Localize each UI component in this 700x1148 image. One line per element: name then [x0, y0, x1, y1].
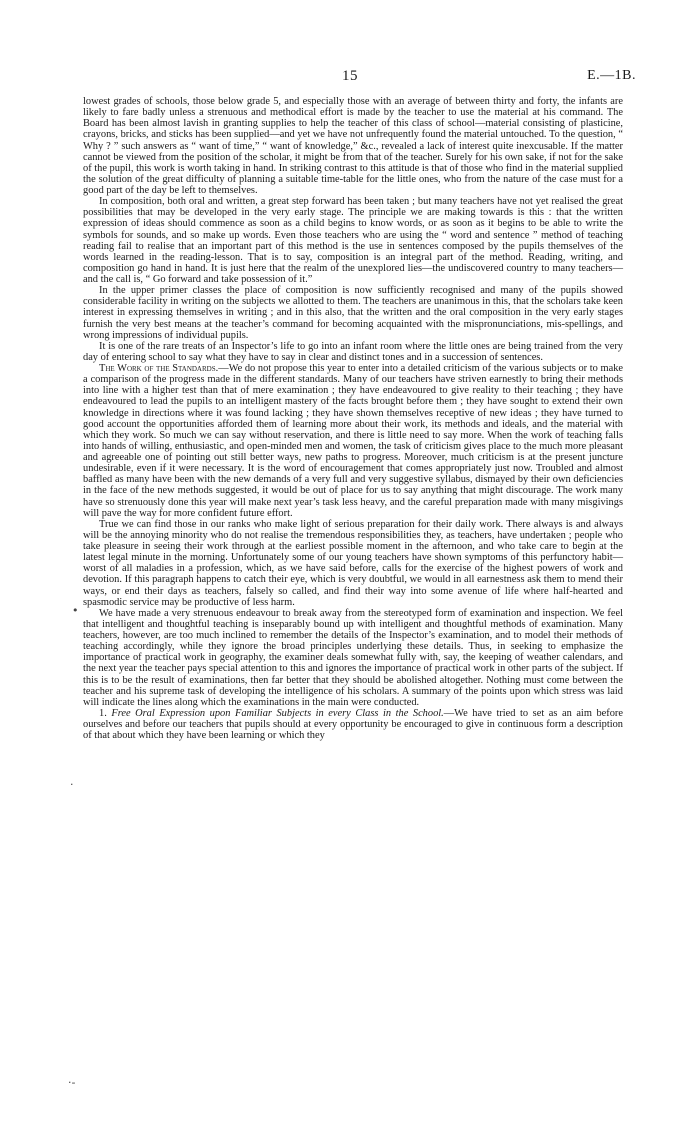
- paragraph-text: In the upper primer classes the place of composition is now sufficiently recognised and many of the pupils showed considerable facility in writing on the subjects we allotted to them. The teachers are unanimous in this, that the scholars take keen interest in expressing themselves in writing ; and in this also, that the written and the oral composition in the very early stages furnish the very best means at the teacher’s command for becoming acquainted with the mispronunciations, mis-spellings, and wrong impressions of individual pupils.: [83, 285, 623, 341]
- paragraph-text: It is one of the rare treats of an Inspector’s life to go into an infant room where the little ones are being trained from the very day of entering school to say what they have to say in clear and distinct tones and in a succession of sentences.: [83, 340, 623, 363]
- margin-mark: •: [72, 604, 79, 617]
- numbered-heading: Free Oral Expression upon Familiar Subjects in every Class in the School.: [111, 707, 444, 719]
- paragraph-text: True we can find those in our ranks who make light of serious preparation for their daily work. There always is and always will be the annoying minority who do not realise the tremendous responsibilities they, as teachers, have undertaken ; people who take pleasure in seeing their work through at the earliest possible moment in the afternoon, and who take care to begin at the latest legal minute in the morning. Unfortunately some of our young teachers have shown symptoms of this perfunctory habit—worst of all maladies in a profession, which, as we have said before, calls for the exercise of the highest powers of work and devotion. If this paragraph happens to catch their eye, which is very doubtful, we would in all earnestness ask them to mend their ways, or end their days as teachers, falsely so called, and find their way into some avenue of life where half-hearted and spasmodic service may be productive of less harm.: [83, 518, 623, 608]
- paragraph-1: [83, 96, 623, 196]
- section-heading: The Work of the Standards.: [99, 363, 219, 374]
- page-header: [0, 68, 700, 88]
- margin-mark: ·: [70, 778, 74, 791]
- paragraph-text: —We have tried to set as an aim before ourselves and before our teachers that pupils should at every opportunity be encouraged to give in continuous form a description of that about which they have been learning or which they: [83, 707, 623, 742]
- document-reference: E.—1B.: [587, 68, 636, 83]
- paragraph-7: [83, 608, 623, 708]
- paragraph-6: [83, 519, 623, 608]
- margin-mark: ·-: [68, 1076, 76, 1089]
- list-number: 1.: [99, 707, 107, 719]
- page-number: 15: [342, 68, 358, 84]
- paragraph-text: In composition, both oral and written, a great step forward has been taken ; but many teachers have not yet realised the great possibilities that may be developed in the very early stage. The principle we are making towards is this : that the written expression of ideas should commence as soon as a child begins to know words, or as soon as it begins to be able to write the symbols for sounds, and so make up words. Even those teachers who are using the “ word and sentence ” method of teaching reading fail to realise that an important part of this method is the use in sentences composed by the pupils themselves of the words learned in the reading-lesson. That is to say, composition is an integral part of the method. Reading, writing, and composition go hand in hand. It is just here that the realm of the unexplored lies—the undiscovered country to many teachers—and the call is, “ Go forward and take possession of it.”: [83, 196, 623, 285]
- paragraph-text: We have made a very strenuous endeavour to break away from the stereotyped form of examination and inspection. We feel that intelligent and thoughtful teaching is inseparably bound up with intelligent and thoughtful methods of examination. Many teachers, however, are too much inclined to remember the details of the Inspector’s examination, and to model their methods of teaching accordingly, while they ignore the broad principles underlying these details. Thus, in seeking to emphasize the importance of practical work in geography, the examiner deals somewhat fully with, say, the keeping of weather calendars, and the next year the teacher pays special attention to this and ignores the importance of practical work in other parts of the subject. If this is to be the result of examinations, then far better that they should be abolished altogether. Nothing must come between the teacher and his supreme task of developing the intelligence of his scholars. A summary of the points upon which stress was laid will indicate the lines along which the examinations in the main were conducted.: [83, 607, 623, 708]
- paragraph-text: lowest grades of schools, those below grade 5, and especially those with an average of between thirty and forty, the infants are likely to fare badly unless a strenuous and methodical effort is made by the teacher to use the material at his command. The Board has been almost lavish in granting supplies to help the teacher of this class of school—material consisting of plasticine, crayons, bricks, and sticks has been supplied—and yet we have not unfrequently found the material untouched. To the question, “ Why ? ” such answers as “ want of time,” “ want of knowledge,” &c., revealed a lack of interest quite inexcusable. If the matter cannot be viewed from the position of the scholar, it might be from that of the teacher. Surely for his own sake, if not for the sake of the pupil, this work is worth taking in hand. In striking contrast to this attitude is that of those who find in the material supplied the solution of the great difficulty of planning a suitable time-table for the little ones, who from the nature of the case must for a good part of the day be left to themselves.: [83, 96, 623, 196]
- paragraph-8: [83, 708, 623, 741]
- paragraph-3: [83, 285, 623, 341]
- body-text: [83, 96, 623, 741]
- paragraph-5: [83, 363, 623, 519]
- paragraph-text: —We do not propose this year to enter into a detailed criticism of the various subjects or to make a comparison of the progress made in the different standards. Many of our teachers have striven earnestly to bring their methods into line with a higher test than that of mere examination ; they have endeavoured to give reality to their teaching ; they have endeavoured to lead the pupils to an intelligent mastery of the facts brought before them ; they have sought to extend their own knowledge in directions where it was found lacking ; they have shown themselves receptive of new ideas ; they have turned to good account the opportunities afforded them of learning more about their work, its methods and ideals, and the material with which they work. So much we can say without reservation, and there is little need to say more. When the work of teaching falls into hands of willing, enthusiastic, and open-minded men and women, the task of criticism gives place to the much more pleasant and agreeable one of pointing out still better ways, new paths to progress. Moreover, much criticism is at the present juncture undesirable, even if it were necessary. It is the word of encouragement that comes appropriately just now. Troubled and almost baffled as many have been with the new demands of a very full and very suggestive syllabus, dismayed by their own deficiencies in the face of the new methods suggested, it would be out of place for us to say anything that might discourage. The work many have so strenuously done this year will make next year’s task less heavy, and the careful preparation made with many misgivings will pave the way for more confident future effort.: [83, 363, 624, 519]
- paragraph-2: [83, 196, 623, 285]
- paragraph-4: [83, 341, 623, 363]
